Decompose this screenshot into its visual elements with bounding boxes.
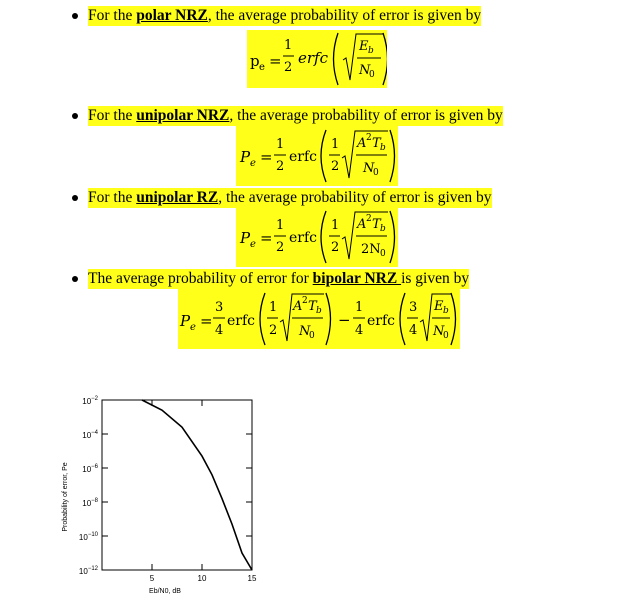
y-axis-label: Probability of error, Pe [62,462,69,532]
pe-subscript: e [190,322,196,333]
n0-symbol: N [359,63,371,78]
y-tick-label: $10^{-6}$ [82,464,98,474]
t-symbol: T [372,217,381,232]
sentence-suffix: , the average probability of error is given by [218,189,492,206]
equation-unipolar-nrz [236,126,398,186]
second-fraction-numerator: 1 [355,300,364,315]
erfc-function: erfc [298,49,328,67]
pe-symbol: P [240,229,251,247]
equation-bipolar-nrz [178,289,460,349]
a-symbol: A [357,136,367,151]
inner-denominator: 2 [269,323,278,338]
fraction-denominator: 2 [284,60,293,75]
y-tick-label: $10^{-10}$ [78,532,98,542]
inner-numerator: 1 [331,137,340,152]
n0-subscript: 0 [373,168,379,178]
keyword-bipolar-nrz: bipolar NRZ [312,270,402,287]
equals-sign: = [260,229,273,247]
equals-sign: = [260,148,273,166]
keyword-unipolar-nrz: unipolar NRZ [136,107,230,124]
eb-symbol: E [359,39,369,54]
sentence-prefix: For the [88,107,137,124]
n0-subscript: 0 [380,249,386,259]
unipolar-nrz-sentence [88,106,503,126]
pe-subscript: e [259,62,265,73]
keyword-unipolar-rz: unipolar RZ [136,189,219,206]
bullet-3 [72,195,78,201]
n0-subscript: 0 [443,331,449,341]
sentence-prefix: The average probability of error for [88,270,313,287]
error-probability-curve [142,400,252,570]
fraction-numerator: 3 [215,300,224,315]
sentence-suffix: , the average probability of error is given by [207,7,482,24]
inner-numerator: 1 [331,218,340,233]
eb-subscript: b [443,306,449,316]
x-tick-label: 10 [197,574,207,583]
pe-symbol: P [240,148,251,166]
y-tick-label: $10^{-8}$ [82,498,98,508]
bullet-4 [72,276,78,282]
two-n0-symbol: 2N [361,242,381,257]
polar-nrz-sentence [88,6,481,26]
eb-subscript: b [368,46,374,56]
inner-numerator: 1 [269,300,278,315]
equation-unipolar-rz [236,207,398,267]
second-inner-denominator: 4 [409,323,418,338]
x-axis-label: Eb/N0, dB [149,588,181,595]
equals-sign: = [200,312,213,330]
sentence-suffix: , the average probability of error is given by [229,107,503,124]
pe-symbol: P [180,312,191,330]
equation-polar-nrz [247,30,387,88]
fraction-numerator: 1 [284,38,293,53]
bullet-2 [72,113,78,119]
bipolar-nrz-sentence [88,269,469,289]
y-tick-label: $10^{-4}$ [82,430,98,440]
bullet-1 [72,13,78,19]
a-squared: 2 [302,296,308,306]
erfc-function: erfc [289,149,317,165]
y-tick-label: $10^{-2}$ [82,396,98,406]
y-tick-label: $10^{-12}$ [78,566,98,576]
erfc-function: erfc [289,230,317,246]
x-tick-label: 15 [247,574,257,583]
erfc-function: erfc [227,313,255,329]
pe-subscript: e [250,239,256,250]
error-probability-chart [55,390,270,595]
a-symbol: A [357,217,367,232]
fraction-denominator: 4 [215,323,224,338]
eb-symbol: E [434,299,444,314]
inner-denominator: 2 [331,240,340,255]
n0-subscript: 0 [309,331,315,341]
n0-symbol: N [363,161,375,176]
plot-frame [102,400,252,570]
sentence-prefix: For the [88,189,137,206]
keyword-polar-nrz: polar NRZ [136,7,208,24]
fraction-numerator: 1 [276,218,285,233]
sentence-suffix: is given by [401,270,470,287]
equals-sign: = [269,52,282,70]
second-inner-numerator: 3 [409,300,418,315]
tb-subscript: b [316,306,322,316]
inner-denominator: 2 [331,159,340,174]
pe-subscript: e [250,158,256,169]
n0-symbol: N [433,324,445,339]
a-squared: 2 [366,214,372,224]
minus-sign: − [338,311,351,329]
fraction-denominator: 2 [276,240,285,255]
t-symbol: T [372,136,381,151]
tb-subscript: b [380,224,386,234]
t-symbol: T [308,299,317,314]
sentence-prefix: For the [88,7,137,24]
second-fraction-denominator: 4 [355,323,364,338]
pe-symbol: p [250,52,260,70]
fraction-denominator: 2 [276,159,285,174]
tb-subscript: b [380,143,386,153]
second-erfc-function: erfc [367,313,395,329]
a-symbol: A [293,299,303,314]
x-tick-label: 5 [149,574,155,583]
a-squared: 2 [366,133,372,143]
unipolar-rz-sentence [88,188,492,208]
n0-subscript: 0 [369,70,375,80]
fraction-numerator: 1 [276,137,285,152]
n0-symbol: N [299,324,311,339]
